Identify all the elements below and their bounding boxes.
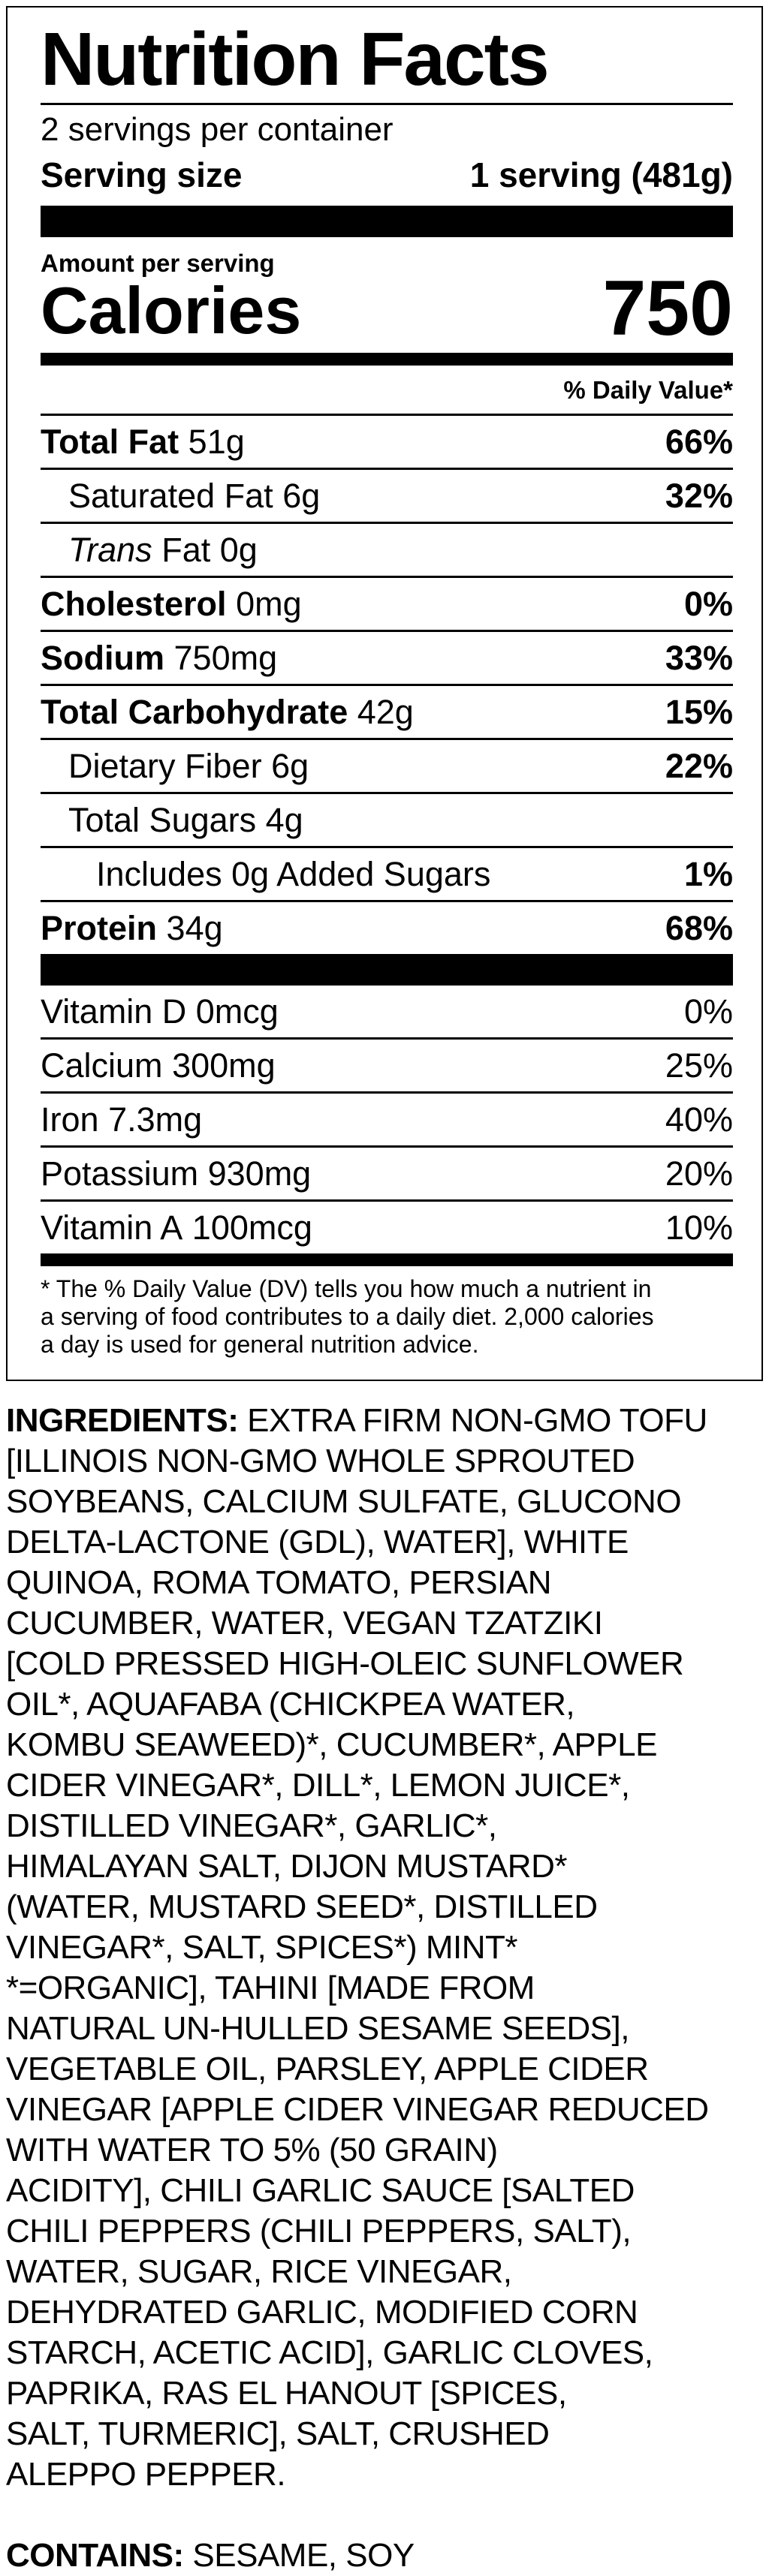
ingredients-line: VINEGAR [APPLE CIDER VINEGAR REDUCED bbox=[6, 2090, 709, 2128]
nutrient-name bbox=[41, 531, 258, 570]
separator-bar-medium-footnote bbox=[41, 1253, 733, 1266]
nutrient-name bbox=[41, 1100, 202, 1139]
footnote-line: a serving of food contributes to a daily diet. 2,000 calories bbox=[41, 1302, 654, 1330]
servings-per-container: 2 servings per container bbox=[41, 111, 394, 148]
separator-bar-thick-bottom bbox=[41, 954, 733, 986]
nutrient-label: Cholesterol bbox=[41, 584, 227, 623]
serving-size-label: Serving size bbox=[41, 155, 243, 194]
nutrient-label: Saturated Fat bbox=[68, 476, 273, 515]
nutrient-name bbox=[41, 909, 223, 948]
nutrient-dv: 0% bbox=[683, 992, 733, 1031]
daily-value-header: % Daily Value* bbox=[563, 375, 733, 404]
nutrient-name bbox=[41, 639, 277, 678]
nutrient-label: Total Sugars bbox=[68, 800, 257, 839]
nutrient-amount: 0mcg bbox=[195, 992, 279, 1031]
row-dietary-fiber bbox=[41, 738, 733, 792]
nutrient-dv: 10% bbox=[665, 1208, 733, 1247]
row-calcium bbox=[41, 1037, 733, 1091]
ingredients-line: CUCUMBER, WATER, VEGAN TZATZIKI bbox=[6, 1604, 603, 1642]
ingredients-line: HIMALAYAN SALT, DIJON MUSTARD* bbox=[6, 1847, 567, 1885]
serving-size-row bbox=[41, 152, 733, 206]
nutrient-dv: 40% bbox=[665, 1100, 733, 1139]
ingredients-line: STARCH, ACETIC ACID], GARLIC CLOVES, bbox=[6, 2334, 653, 2371]
row-sodium bbox=[41, 630, 733, 684]
ingredients-line: DISTILLED VINEGAR*, GARLIC*, bbox=[6, 1807, 497, 1844]
serving-size-value: 1 serving (481g) bbox=[469, 155, 733, 194]
ingredients-line: QUINOA, ROMA TOMATO, PERSIAN bbox=[6, 1563, 551, 1601]
ingredients-line: DELTA-LACTONE (GDL), WATER], WHITE bbox=[6, 1523, 629, 1560]
row-cholesterol bbox=[41, 576, 733, 630]
nutrient-amount: 34g bbox=[166, 908, 223, 947]
separator-bar-medium-calories bbox=[41, 353, 733, 366]
row-vitamin-a bbox=[41, 1199, 733, 1253]
ingredients-line: CIDER VINEGAR*, DILL*, LEMON JUICE*, bbox=[6, 1766, 630, 1804]
nutrient-dv: 66% bbox=[665, 422, 733, 461]
row-total-fat bbox=[41, 414, 733, 468]
row-iron bbox=[41, 1091, 733, 1145]
nutrient-dv: 20% bbox=[665, 1154, 733, 1193]
ingredients-line: [COLD PRESSED HIGH-OLEIC SUNFLOWER bbox=[6, 1645, 684, 1682]
nutrient-amount: 0mg bbox=[236, 584, 302, 623]
ingredients-line: OIL*, AQUAFABA (CHICKPEA WATER, bbox=[6, 1685, 575, 1723]
nutrient-amount: 7.3mg bbox=[108, 1100, 203, 1139]
nutrient-label: Dietary Fiber bbox=[68, 746, 262, 785]
nutrient-amount: Fat 0g bbox=[161, 530, 258, 569]
ingredients-line: VINEGAR*, SALT, SPICES*) MINT* bbox=[6, 1928, 518, 1966]
ingredients-line: CHILI PEPPERS (CHILI PEPPERS, SALT), bbox=[6, 2212, 632, 2249]
amount-per-serving-label: Amount per serving bbox=[41, 249, 275, 277]
calories-row bbox=[41, 265, 733, 353]
nutrient-label-italic: Trans bbox=[68, 530, 152, 569]
row-protein bbox=[41, 900, 733, 954]
ingredients-line: (WATER, MUSTARD SEED*, DISTILLED bbox=[6, 1888, 598, 1925]
nutrient-name bbox=[41, 992, 279, 1031]
nutrient-dv: 25% bbox=[665, 1046, 733, 1085]
ingredients-line: SOYBEANS, CALCIUM SULFATE, GLUCONO bbox=[6, 1482, 682, 1520]
nutrient-name bbox=[41, 801, 303, 840]
row-trans-fat bbox=[41, 522, 733, 576]
nutrient-amount: 6g bbox=[282, 476, 321, 515]
ingredients-section bbox=[6, 1401, 761, 2576]
ingredients-line bbox=[6, 1401, 761, 1441]
nutrient-label: Total Carbohydrate bbox=[41, 692, 348, 731]
ingredients-label: INGREDIENTS: bbox=[6, 1401, 239, 1439]
nutrient-label: Iron bbox=[41, 1100, 99, 1139]
nutrient-name bbox=[41, 585, 302, 624]
nutrient-dv: 32% bbox=[665, 476, 733, 515]
nutrient-label: Potassium bbox=[41, 1154, 199, 1193]
contains-value: SESAME, SOY bbox=[192, 2536, 415, 2574]
contains-label: CONTAINS: bbox=[6, 2536, 184, 2574]
nutrient-label: Total Fat bbox=[41, 422, 179, 461]
nutrition-facts-panel bbox=[6, 6, 763, 1381]
nutrient-name bbox=[41, 693, 414, 732]
nutrient-amount: 300mg bbox=[172, 1046, 276, 1085]
nutrient-label: Vitamin A bbox=[41, 1208, 183, 1247]
nutrient-dv: 0% bbox=[683, 584, 733, 623]
ingredients-line: NATURAL UN-HULLED SESAME SEEDS], bbox=[6, 2009, 629, 2047]
row-vitamin-d bbox=[41, 986, 733, 1037]
nutrient-amount: 6g bbox=[271, 746, 309, 785]
nutrient-label: Vitamin D bbox=[41, 992, 187, 1031]
nutrition-label-page bbox=[0, 6, 769, 2576]
daily-value-footnote bbox=[41, 1266, 733, 1359]
footnote-line: * The % Daily Value (DV) tells you how much a nutrient in bbox=[41, 1274, 652, 1302]
separator-bar-thick-top bbox=[41, 206, 733, 237]
ingredients-line: SALT, TURMERIC], SALT, CRUSHED bbox=[6, 2415, 550, 2452]
ingredients-line: PAPRIKA, RAS EL HANOUT [SPICES, bbox=[6, 2374, 567, 2412]
nutrient-name bbox=[41, 1046, 276, 1085]
nutrient-amount: 42g bbox=[357, 692, 414, 731]
nutrient-label: Sodium bbox=[41, 638, 164, 677]
row-total-carbohydrate bbox=[41, 684, 733, 738]
ingredients-line: [ILLINOIS NON-GMO WHOLE SPROUTED bbox=[6, 1442, 635, 1479]
row-saturated-fat bbox=[41, 468, 733, 522]
nutrient-name bbox=[41, 423, 245, 462]
ingredients-line: VEGETABLE OIL, PARSLEY, APPLE CIDER bbox=[6, 2050, 649, 2087]
ingredients-line: ALEPPO PEPPER. bbox=[6, 2455, 286, 2493]
nutrient-name bbox=[41, 747, 309, 786]
ingredients-line: WITH WATER TO 5% (50 GRAIN) bbox=[6, 2131, 498, 2168]
calories-label: Calories bbox=[41, 272, 302, 348]
nutrient-dv: 68% bbox=[665, 908, 733, 947]
nutrient-amount: 4g bbox=[265, 800, 303, 839]
nutrient-name bbox=[41, 477, 320, 516]
ingredients-line: DEHYDRATED GARLIC, MODIFIED CORN bbox=[6, 2293, 638, 2331]
nutrient-label: Protein bbox=[41, 908, 158, 947]
nutrient-amount: 51g bbox=[188, 422, 245, 461]
calories-value: 750 bbox=[602, 265, 733, 352]
ingredients-line: *=ORGANIC], TAHINI [MADE FROM bbox=[6, 1969, 535, 2006]
panel-title: Nutrition Facts bbox=[41, 17, 548, 101]
ingredients-line: WATER, SUGAR, RICE VINEGAR, bbox=[6, 2252, 512, 2290]
ingredients-line: KOMBU SEAWEED)*, CUCUMBER*, APPLE bbox=[6, 1726, 657, 1763]
nutrient-amount: 930mg bbox=[207, 1154, 312, 1193]
nutrient-dv: 1% bbox=[683, 854, 733, 893]
nutrient-amount: 750mg bbox=[173, 638, 278, 677]
nutrient-label: Calcium bbox=[41, 1046, 163, 1085]
row-total-sugars bbox=[41, 792, 733, 846]
nutrient-name bbox=[41, 1208, 312, 1247]
ingredients-text: EXTRA FIRM NON-GMO TOFU bbox=[247, 1401, 707, 1439]
nutrient-dv: 22% bbox=[665, 746, 733, 785]
row-added-sugars bbox=[41, 846, 733, 900]
nutrient-name: Includes 0g Added Sugars bbox=[96, 854, 491, 893]
row-potassium bbox=[41, 1145, 733, 1199]
nutrient-dv: 33% bbox=[665, 638, 733, 677]
footnote-line: a day is used for general nutrition advice. bbox=[41, 1330, 479, 1358]
contains-statement bbox=[6, 2535, 761, 2576]
nutrient-amount: 100mcg bbox=[191, 1208, 312, 1247]
nutrient-dv: 15% bbox=[665, 692, 733, 731]
ingredients-line: ACIDITY], CHILI GARLIC SAUCE [SALTED bbox=[6, 2171, 635, 2209]
nutrient-name bbox=[41, 1154, 311, 1193]
